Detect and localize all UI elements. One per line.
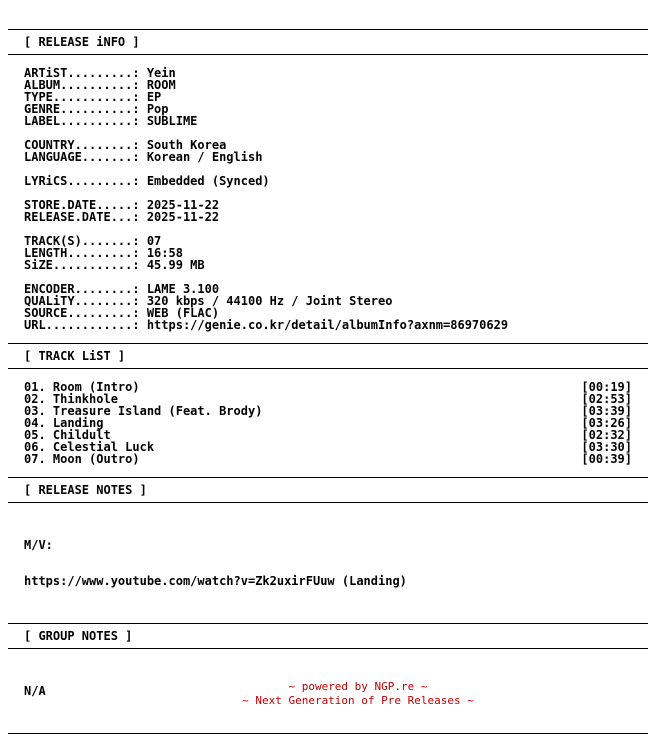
track-row <box>24 453 632 465</box>
track-title: 02. Thinkhole <box>24 392 118 406</box>
release-notes-block <box>8 503 648 623</box>
track-row <box>24 405 632 417</box>
mv-link: https://www.youtube.com/watch?v=Zk2uxirFUuw (Landing) <box>24 574 407 588</box>
info-line: RELEASE.DATE...: 2025-11-22 <box>24 210 220 224</box>
track-duration: [03:30] <box>581 440 632 454</box>
info-line: ALBUM..........: ROOM <box>24 78 176 92</box>
group-notes-text: N/A <box>24 684 46 698</box>
track-duration: [00:39] <box>581 452 632 466</box>
track-duration: [03:26] <box>581 416 632 430</box>
track-duration: [00:19] <box>581 380 632 394</box>
info-line: LABEL..........: SUBLIME <box>24 114 198 128</box>
info-line: LANGUAGE.......: Korean / English <box>24 150 263 164</box>
info-line: TRACK(S).......: 07 <box>24 234 162 248</box>
info-line: STORE.DATE.....: 2025-11-22 <box>24 198 220 212</box>
release-notes-heading: [ RELEASE NOTES ] <box>24 483 147 497</box>
track-title: 07. Moon (Outro) <box>24 452 140 466</box>
track-list-block <box>8 369 648 477</box>
track-duration: [02:32] <box>581 428 632 442</box>
info-line: GENRE..........: Pop <box>24 102 169 116</box>
info-line: QUALiTY........: 320 kbps / 44100 Hz / Joint Stereo <box>24 294 393 308</box>
info-line: SOURCE.........: WEB (FLAC) <box>24 306 220 320</box>
track-title: 06. Celestial Luck <box>24 440 155 454</box>
track-title: 01. Room (Intro) <box>24 380 140 394</box>
info-line: URL............: https://genie.co.kr/detail/albumInfo?axnm=86970629 <box>24 318 509 332</box>
track-title: 04. Landing <box>24 416 104 430</box>
info-line: ENCODER........: LAME 3.100 <box>24 282 220 296</box>
track-list-heading: [ TRACK LiST ] <box>24 349 126 363</box>
track-duration: [03:39] <box>581 404 632 418</box>
info-line: ARTiST.........: Yein <box>24 66 176 80</box>
track-title: 03. Treasure Island (Feat. Brody) <box>24 404 263 418</box>
info-line: LENGTH.........: 16:58 <box>24 246 183 260</box>
footer-tagline: ~ Next Generation of Pre Releases ~ <box>242 694 474 707</box>
nfo-document <box>8 29 648 734</box>
release-info-block <box>8 55 648 343</box>
track-row <box>24 417 632 429</box>
footer-powered-by: ~ powered by NGP.re ~ <box>288 680 428 693</box>
info-line: COUNTRY........: South Korea <box>24 138 227 152</box>
track-duration: [02:53] <box>581 392 632 406</box>
mv-label: M/V: <box>24 538 53 552</box>
release-info-heading: [ RELEASE iNFO ] <box>24 35 140 49</box>
track-title: 05. Childult <box>24 428 111 442</box>
footer <box>0 680 656 708</box>
group-notes-heading: [ GROUP NOTES ] <box>24 629 133 643</box>
info-line: SiZE...........: 45.99 MB <box>24 258 205 272</box>
info-line: TYPE...........: EP <box>24 90 162 104</box>
info-line: LYRiCS.........: Embedded (Synced) <box>24 174 270 188</box>
